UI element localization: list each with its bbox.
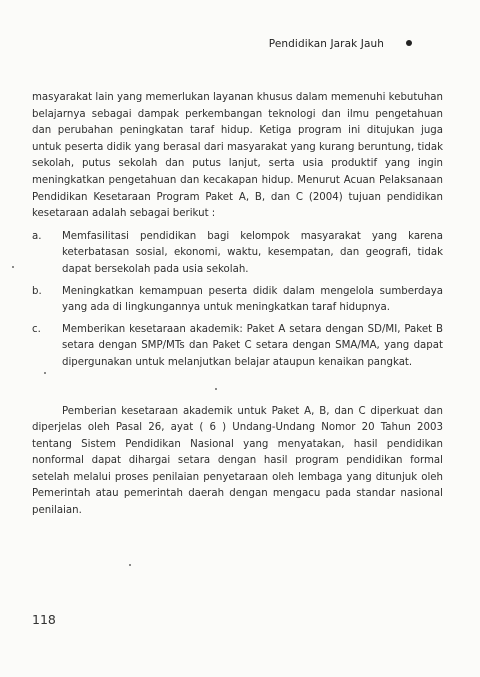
list-item	[32, 229, 443, 279]
objectives-list	[32, 229, 443, 372]
paragraph-2: Pemberian kesetaraan akademik untuk Paket A, B, dan C diperkuat dan diperjelas oleh Pasal 26, ayat ( 6 ) Undang-Undang Nomor 20 Tahun 2003 tentang Sistem Pendidikan Nasional yang menyatakan, hasil pendidikan nonformal dapat dihargai setara dengan hasil program pendidikan formal setelah melalui proses penilaian penyetaraan oleh lembaga yang ditunjuk oleh Pemerintah atau pemerintah daerah dengan mengacu pada standar nasional penilaian.	[32, 405, 443, 517]
running-head-title: Pendidikan Jarak Jauh	[268, 38, 384, 50]
list-marker: c.	[32, 323, 41, 335]
list-item	[32, 284, 443, 317]
body-text	[32, 90, 443, 520]
list-item-text: Memberikan kesetaraan akademik: Paket A setara dengan SD/MI, Paket B setara dengan SMP/MTs dan Paket C setara dengan SMA/MA, yang dapat dipergunakan untuk melanjutkan belajar ataupun kenaikan pangkat.	[62, 323, 443, 368]
page-number: 118	[32, 612, 56, 627]
list-marker: b.	[32, 285, 42, 297]
scan-speck	[12, 266, 14, 268]
running-head-bullet	[406, 40, 412, 46]
paragraph-1: masyarakat lain yang memerlukan layanan khusus dalam memenuhi kebutuhan belajarnya sebagai dampak perkembangan teknologi dan ilmu pengetahuan dan perubahan peningkatan taraf hidup. Ketiga program ini ditujukan juga untuk peserta didik yang berasal dari masyarakat yang kurang beruntung, tidak sekolah, putus sekolah dan putus lanjut, serta usia produktif yang ingin meningkatkan pengetahuan dan kecakapan hidup. Menurut Acuan Pelaksanaan Pendidikan Kesetaraan Program Paket A, B, dan C (2004) tujuan pendidikan kesetaraan adalah sebagai berikut :	[32, 92, 443, 220]
scan-speck	[44, 372, 46, 374]
list-item-text: Memfasilitasi pendidikan bagi kelompok masyarakat yang karena keterbatasan sosial, ekonomi, waktu, kesempatan, dan geografi, tidak dapat bersekolah pada usia sekolah.	[62, 230, 443, 275]
list-item	[32, 322, 443, 372]
list-item-text: Meningkatkan kemampuan peserta didik dalam mengelola sumberdaya yang ada di lingkungannya untuk meningkatkan taraf hidupnya.	[62, 285, 443, 314]
scan-speck	[129, 564, 131, 566]
list-marker: a.	[32, 230, 42, 242]
scan-speck	[215, 388, 217, 390]
